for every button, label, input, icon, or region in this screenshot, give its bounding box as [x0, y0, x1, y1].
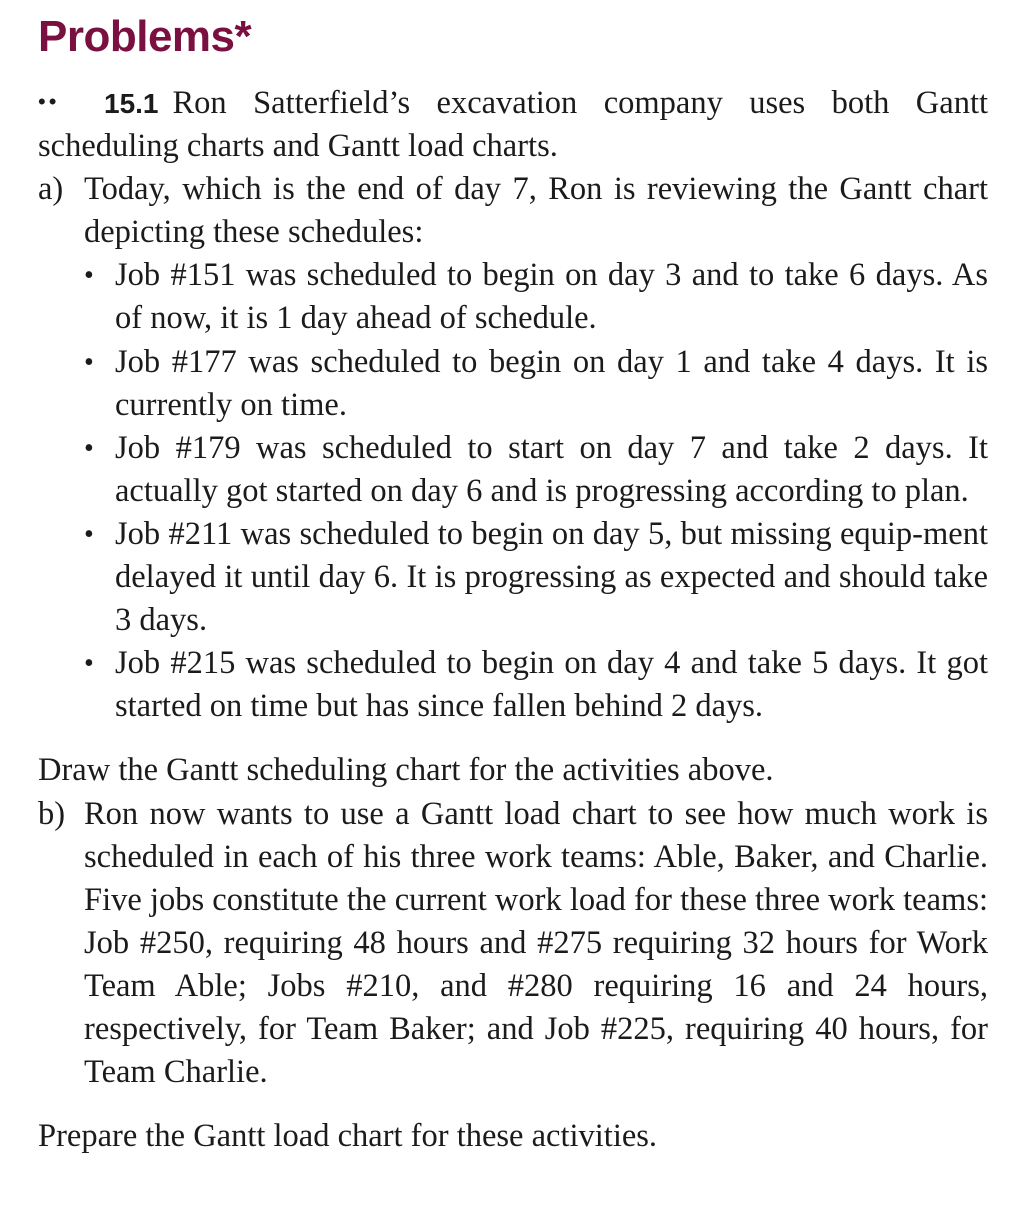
- bullet-dot: •: [84, 346, 94, 378]
- bullet-text-job-179: Job #179 was scheduled to start on day 7 and take 2 days. It actually got started on day 6 and is progressing according to plan.: [115, 429, 988, 509]
- bullet-item: [84, 427, 988, 513]
- bullet-dot: •: [84, 518, 94, 550]
- bullet-text-job-151: Job #151 was scheduled to begin on day 3 and to take 6 days. As of now, it is 1 day ahead of schedule.: [115, 257, 988, 337]
- problem-15-1: [38, 80, 988, 1158]
- bullet-dot: •: [84, 432, 94, 464]
- part-a-text: Today, which is the end of day 7, Ron is reviewing the Gantt chart depicting these schedules:: [84, 171, 988, 251]
- bullet-item: [84, 254, 988, 340]
- part-a-instruction: Draw the Gantt scheduling chart for the activities above.: [38, 752, 774, 789]
- part-b: [38, 793, 988, 1095]
- spacer: [38, 1094, 988, 1115]
- part-a: [38, 168, 988, 254]
- problem-number: 15.1: [104, 88, 159, 119]
- part-b-instruction: Prepare the Gantt load chart for these activities.: [38, 1118, 658, 1155]
- spacer: [38, 728, 988, 749]
- bullet-item: [84, 513, 988, 642]
- part-b-label: b): [38, 795, 66, 832]
- problem-intro: [38, 80, 988, 168]
- part-b-text: Ron now wants to use a Gantt load chart to see how much work is scheduled in each of his three work teams: Able, Baker, and Charlie. Five jobs constitute the current work load for these three work teams: Job #250, requiring 48 hours and #275 requiring 32 hours for Work Team Able; Jobs #210, and #280 requiring 16 and 24 hours, respectively, for Team Baker; and Job #225, requiring 40 hours, for Team Charlie.: [84, 795, 988, 1091]
- bullet-text-job-215: Job #215 was scheduled to begin on day 4 and take 5 days. It got started on time but has since fallen behind 2 days.: [115, 645, 988, 725]
- bullet-item: [84, 341, 988, 427]
- bullet-dot: •: [84, 260, 94, 292]
- problem-intro-text: Ron Satterfield’s excavation company uses both Gantt scheduling charts and Gantt load charts.: [38, 85, 988, 165]
- section-heading: Problems*: [38, 12, 252, 61]
- bullet-dot: •: [84, 648, 94, 680]
- difficulty-marker: ••: [38, 89, 60, 114]
- part-a-label: a): [38, 171, 64, 208]
- bullet-item: [84, 642, 988, 728]
- bullet-text-job-211: Job #211 was scheduled to begin on day 5, but missing equip-ment delayed it until day 6. It is progressing as expected and should take 3 days.: [115, 515, 988, 639]
- bullet-text-job-177: Job #177 was scheduled to begin on day 1 and take 4 days. It is currently on time.: [115, 343, 988, 423]
